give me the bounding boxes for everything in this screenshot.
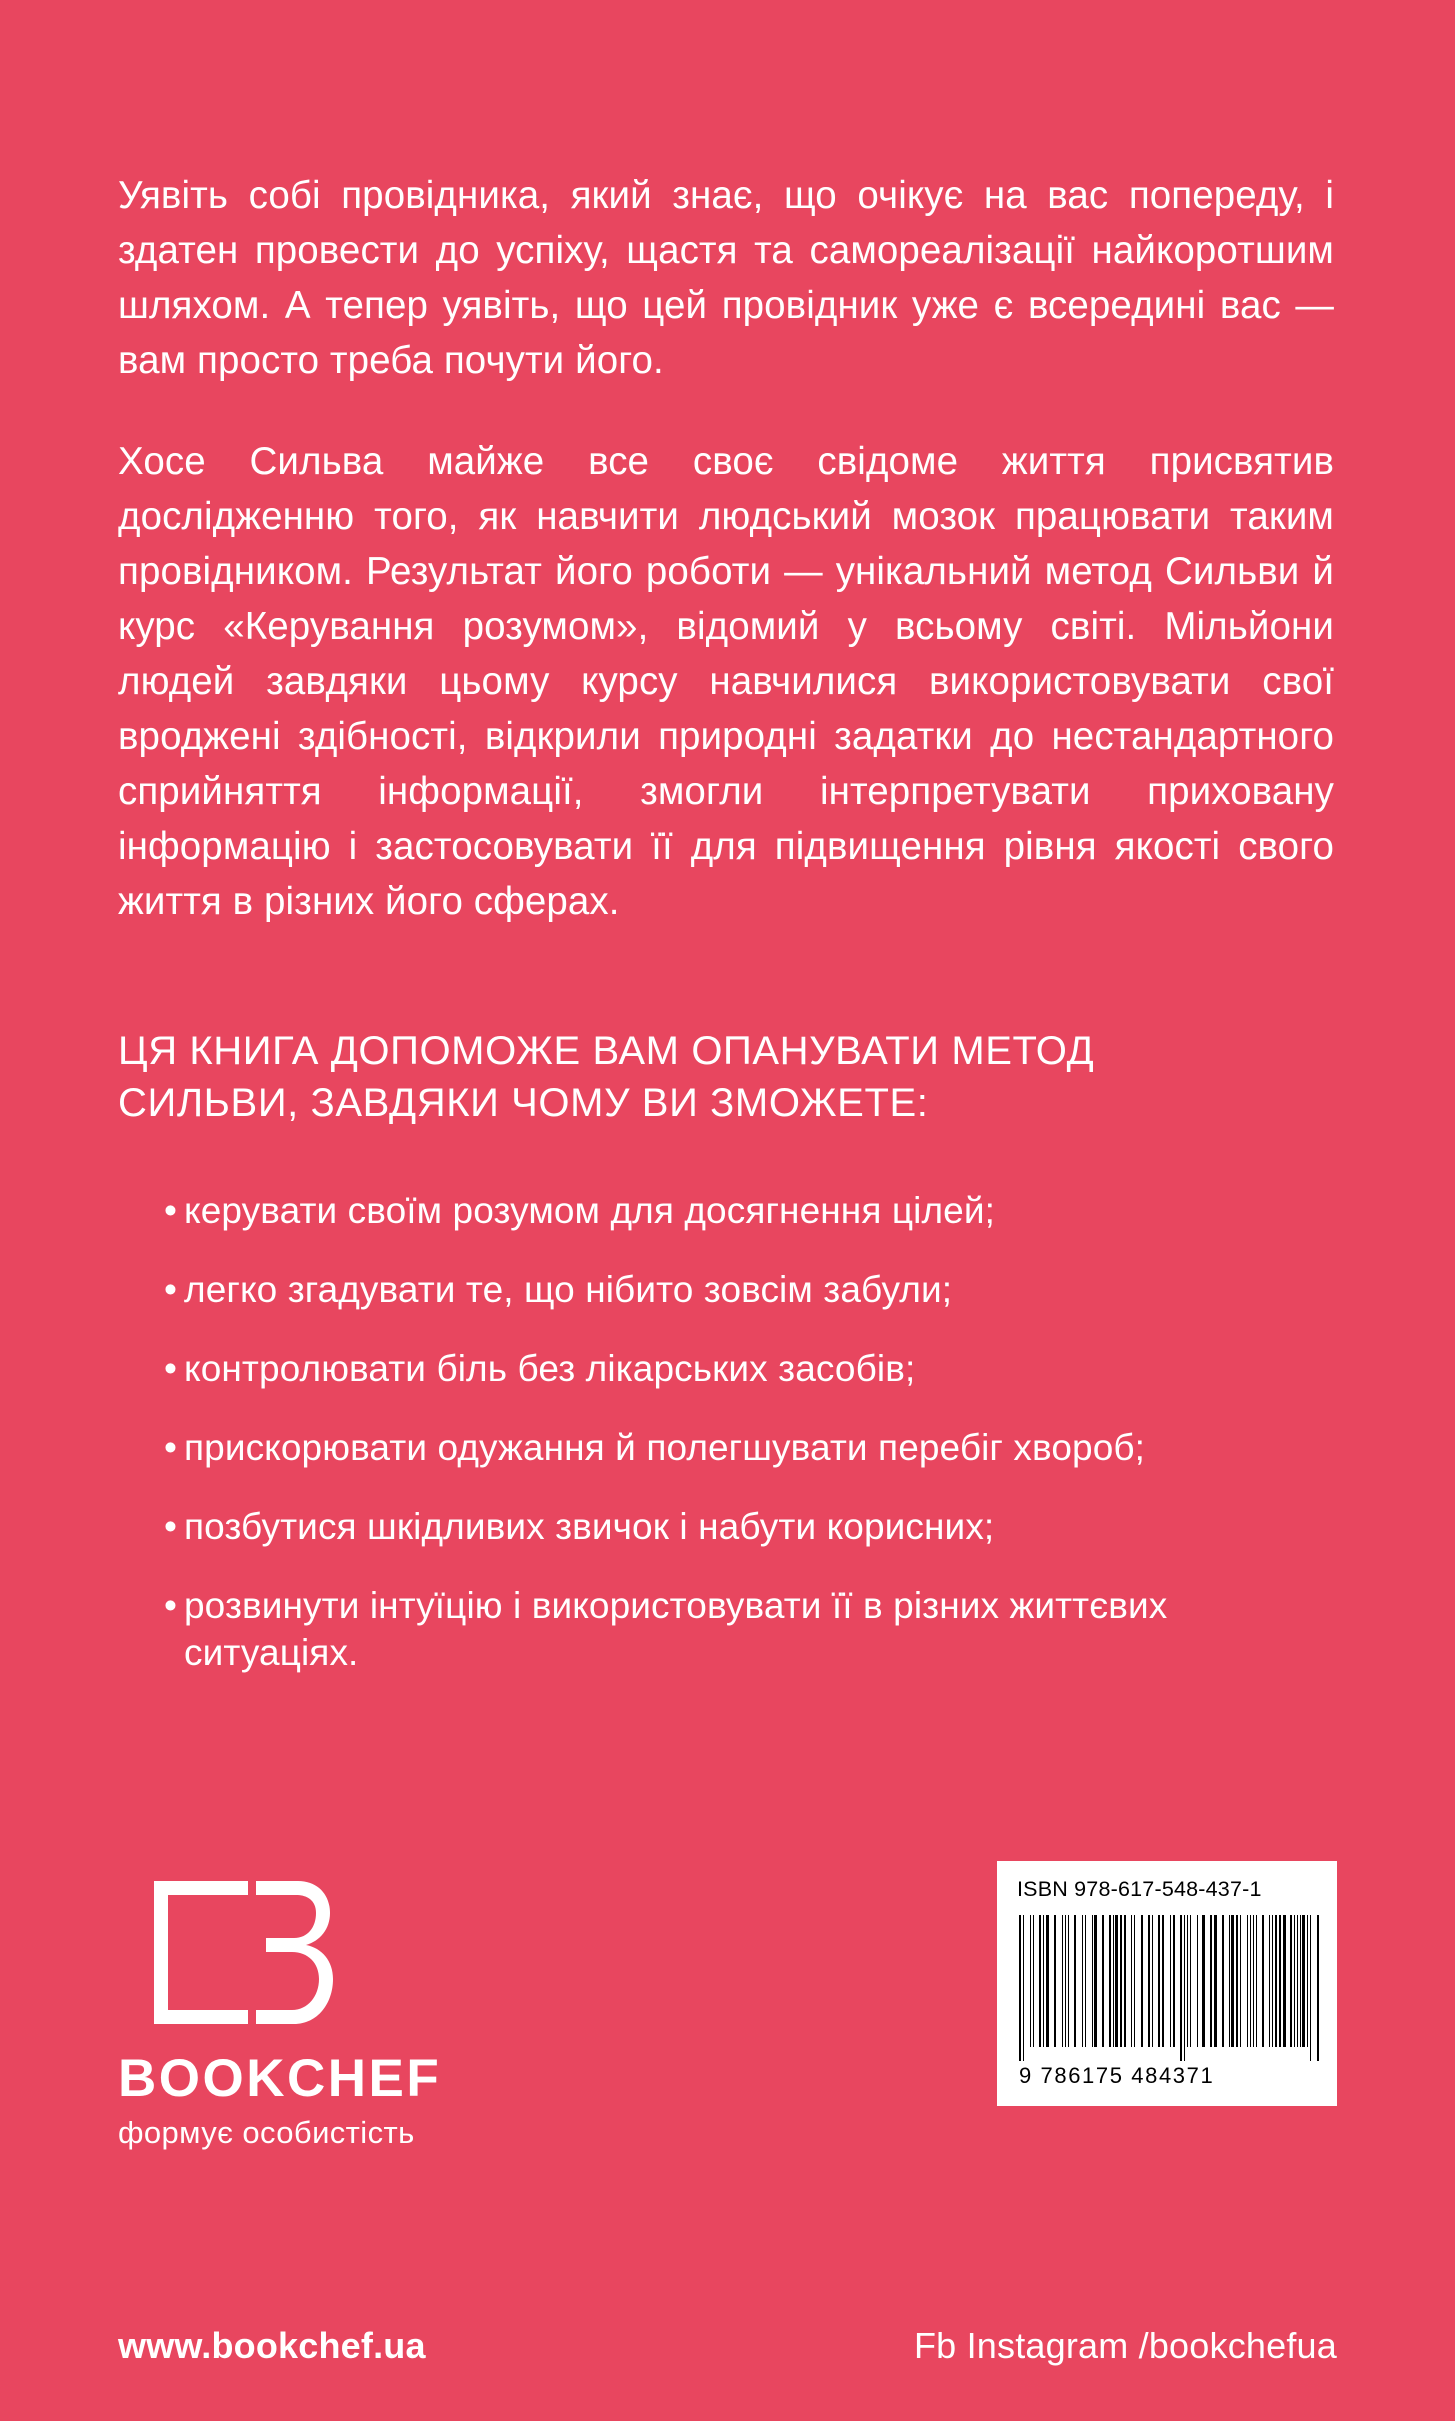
bullet-icon: • [164, 1190, 178, 1231]
publisher-name: BOOKCHEF [118, 2049, 442, 2108]
publisher-social[interactable]: Fb Instagram /bookchefua [913, 2325, 1337, 2366]
cover-content [118, 168, 1334, 1676]
list-item-label: контролювати біль без лікарських засобів; [184, 1348, 916, 1389]
intro-paragraph-2: Хосе Сильва майже все своє свідоме життя присвятив дослідженню того, як навчити людський мозок працювати таким провідником. Результат його роботи — унікальний метод Сильви й курс «Керування розумом», відомий у всьому світі. Мільйони людей завдяки цьому курсу навчилися використовувати свої вроджені здібності, відкрили природні задатки до нестандартного сприйняття інформації, змогли інтерпретувати приховану інформацію і застосовувати її для підвищення рівня якості свого життя в різних його сферах. [118, 440, 1334, 923]
list-item-label: керувати своїм розумом для досягнення цілей; [184, 1190, 995, 1231]
bullet-icon: • [164, 1506, 178, 1547]
barcode-bars [1019, 1915, 1323, 2061]
bullet-icon: • [164, 1269, 178, 1310]
benefits-headline: ЦЯ КНИГА ДОПОМОЖЕ ВАМ ОПАНУВАТИ МЕТОД СИЛЬВИ, ЗАВДЯКИ ЧОМУ ВИ ЗМОЖЕТЕ: [118, 1029, 1095, 1125]
isbn-label: ISBN 978-617-548-437-1 [1017, 1877, 1262, 1901]
list-item [118, 1187, 1244, 1234]
publisher-tagline: формує особистість [118, 2115, 415, 2150]
bullet-icon: • [164, 1585, 178, 1626]
list-item [118, 1503, 1244, 1550]
publisher-website[interactable]: www.bookchef.ua [118, 2325, 426, 2366]
list-item-label: прискорювати одужання й полегшувати перебіг хвороб; [184, 1427, 1146, 1468]
list-item [118, 1345, 1244, 1392]
isbn-barcode [997, 1861, 1337, 2106]
bullet-icon: • [164, 1348, 178, 1389]
benefits-list [118, 1129, 1334, 1676]
list-item-label: позбутися шкідливих звичок і набути корисних; [184, 1506, 995, 1547]
list-item-label: розвинути інтуїцію і використовувати її в різних життєвих ситуаціях. [184, 1585, 1168, 1673]
list-item-label: легко згадувати те, що нібито зовсім забули; [184, 1269, 953, 1310]
bullet-icon: • [164, 1427, 178, 1468]
intro-paragraph-1: Уявіть собі провідника, який знає, що очікує на вас попереду, і здатен провести до успіху, щастя та самореалізації найкоротшим шляхом. А тепер уявіть, що цей провідник уже є всередині вас — вам просто треба почути його. [118, 174, 1334, 382]
list-item [118, 1582, 1244, 1676]
bookchef-logo-icon [148, 1875, 333, 2030]
barcode-digits: 9 786175 484371 [1019, 2063, 1215, 2088]
publisher-logo-block [118, 1875, 538, 2148]
list-item [118, 1266, 1244, 1313]
list-item [118, 1424, 1244, 1471]
cover-footer [0, 1861, 1455, 2421]
